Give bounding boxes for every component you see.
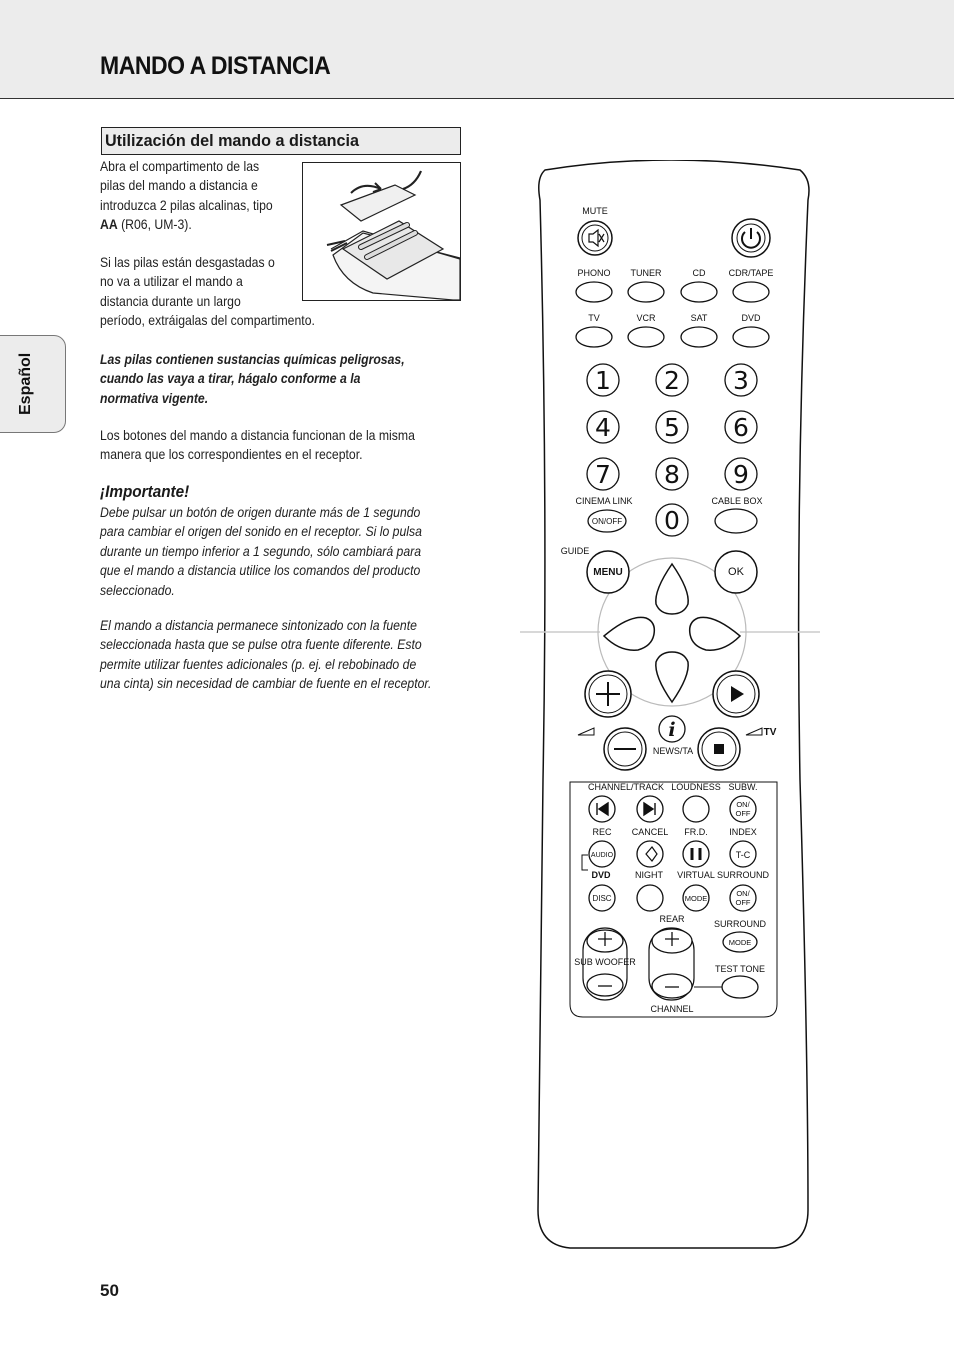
digit-label: 2 <box>664 366 680 395</box>
digit-label: 6 <box>733 413 749 442</box>
cdr-tape-button[interactable] <box>733 282 769 302</box>
loudness-button[interactable] <box>683 796 709 822</box>
on-label: ON/ <box>736 800 750 809</box>
paragraph-batteries <box>100 157 273 235</box>
off-label: OFF <box>735 809 751 818</box>
rear-down-button[interactable] <box>652 974 692 998</box>
night-button[interactable] <box>637 885 663 911</box>
sat-label: SAT <box>690 313 708 323</box>
off-label: OFF <box>735 898 751 907</box>
guide-label: GUIDE <box>560 546 590 556</box>
text-line: Los botones del mando a distancia funcionan de la misma <box>100 428 415 443</box>
digit-label: 0 <box>664 506 680 535</box>
text-line: seleccionada hasta que se pulse otra fuente diferente. Esto <box>100 637 422 653</box>
mode-label: MODE <box>684 894 708 903</box>
paragraph-remove-batteries <box>100 253 315 331</box>
text-line: El mando a distancia permanece sintonizado con la fuente <box>100 618 417 633</box>
digit-label: 4 <box>595 413 611 442</box>
tv-volume-label: TV <box>763 727 777 738</box>
mute-button[interactable] <box>578 221 612 255</box>
text-line: durante un tiempo inferior a 1 segundo, sólo cambiará para <box>100 543 422 559</box>
digit-5-button[interactable] <box>656 411 688 443</box>
digit-label: 9 <box>733 460 749 489</box>
dvd-mode-label: DVD <box>591 870 611 880</box>
on-label: ON/ <box>736 889 750 898</box>
source-text <box>100 616 431 694</box>
sub-woofer-down-button[interactable] <box>587 974 623 996</box>
digit-2-button[interactable] <box>656 364 688 396</box>
digit-0-button[interactable] <box>656 504 688 536</box>
battery-codes: (R06, UM-3). <box>117 217 192 233</box>
language-tab <box>0 335 66 433</box>
text-line: permite utilizar fuentes adicionales (p. ej. el rebobinado de <box>100 656 417 672</box>
sat-button[interactable] <box>681 327 717 347</box>
text-line <box>100 215 273 234</box>
info-icon: i <box>668 719 676 741</box>
digit-label: 8 <box>664 460 680 489</box>
night-label: NIGHT <box>635 870 663 880</box>
text-line: período, extráigalas del compartimento. <box>100 313 315 329</box>
on-off-label: ON/OFF <box>591 517 623 526</box>
pause-button[interactable] <box>683 841 709 867</box>
text-line: distancia durante un largo <box>100 293 241 309</box>
text-line: que el mando a distancia utilice los comandos del producto <box>100 563 421 579</box>
news-ta-label: NEWS/TA <box>652 746 694 756</box>
loudness-label: LOUDNESS <box>671 782 721 792</box>
dvd-label: DVD <box>741 313 761 323</box>
mode-label: MODE <box>728 938 752 947</box>
important-heading: ¡Importante! <box>100 482 190 501</box>
cdr-tape-label: CDR/TAPE <box>728 268 774 278</box>
cancel-label: CANCEL <box>631 827 669 837</box>
vcr-button[interactable] <box>628 327 664 347</box>
cd-button[interactable] <box>681 282 717 302</box>
digit-7-button[interactable] <box>587 458 619 490</box>
audio-label: AUDIO <box>590 852 614 859</box>
disc-label: DISC <box>592 894 612 903</box>
important-text <box>100 503 422 600</box>
rear-label: REAR <box>659 914 685 924</box>
battery-type: AA <box>100 217 118 233</box>
section-heading-text: Utilización del mando a distancia <box>105 131 359 150</box>
remote-body <box>538 160 809 1248</box>
index-label: INDEX <box>729 827 757 837</box>
text-line: introduzca 2 pilas alcalinas, tipo <box>100 197 273 213</box>
page-number: 50 <box>100 1281 119 1300</box>
cinema-link-label: CINEMA LINK <box>575 496 633 506</box>
channel-label: CHANNEL <box>650 1004 694 1014</box>
vcr-label: VCR <box>636 313 656 323</box>
text-line: pilas del mando a distancia e <box>100 178 258 194</box>
text-line: Abra el compartimento de las <box>100 159 260 174</box>
text-line: Debe pulsar un botón de origen durante más de 1 segundo <box>100 505 421 520</box>
remote-control-illustration <box>520 160 820 1260</box>
text-line: Las pilas contienen sustancias químicas peligrosas, <box>100 352 405 367</box>
dvd-button[interactable] <box>733 327 769 347</box>
text-line: cuando las vaya a tirar, hágalo conforme a la <box>100 371 361 387</box>
digit-label: 1 <box>595 366 611 395</box>
digit-6-button[interactable] <box>725 411 757 443</box>
digit-1-button[interactable] <box>587 364 619 396</box>
mute-label: MUTE <box>582 206 608 216</box>
channel-track-label: CHANNEL/TRACK <box>587 782 665 792</box>
digit-label: 7 <box>595 460 611 489</box>
tuner-label: TUNER <box>630 268 662 278</box>
tv-button[interactable] <box>576 327 612 347</box>
digit-label: 5 <box>664 413 680 442</box>
tv-label: TV <box>588 313 600 323</box>
rec-label: REC <box>592 827 612 837</box>
digit-4-button[interactable] <box>587 411 619 443</box>
sub-woofer-label: SUB WOOFER <box>574 957 636 967</box>
digit-8-button[interactable] <box>656 458 688 490</box>
section-heading <box>101 127 461 155</box>
stop-icon <box>714 744 724 754</box>
tc-label: T-C <box>735 850 751 860</box>
surround-mode-label: SURROUND <box>713 919 767 929</box>
warning-text <box>100 350 405 408</box>
paragraph-buttons <box>100 426 415 465</box>
page-title: MANDO A DISTANCIA <box>100 52 331 80</box>
cd-label: CD <box>692 268 706 278</box>
cable-box-label: CABLE BOX <box>711 496 763 506</box>
text-line: para cambiar el origen del sonido en el receptor. Si lo pulsa <box>100 524 422 540</box>
battery-illustration <box>302 162 461 301</box>
digit-9-button[interactable] <box>725 458 757 490</box>
text-line: manera que los correspondientes en el receptor. <box>100 447 363 463</box>
phono-label: PHONO <box>577 268 611 278</box>
digit-3-button[interactable] <box>725 364 757 396</box>
ok-label: OK <box>728 566 744 578</box>
surround-label: SURROUND <box>716 870 770 880</box>
phono-button[interactable] <box>576 282 612 302</box>
text-line: no va a utilizar el mando a <box>100 274 243 290</box>
test-tone-label: TEST TONE <box>714 964 766 974</box>
text-line: seleccionado. <box>100 582 175 598</box>
virtual-label: VIRTUAL <box>677 870 715 880</box>
subw-label: SUBW. <box>728 782 758 792</box>
text-line: Si las pilas están desgastadas o <box>100 255 275 270</box>
digit-label: 3 <box>733 366 749 395</box>
page-header <box>0 0 954 99</box>
text-line: una cinta) sin necesidad de cambiar de fuente en el receptor. <box>100 676 432 692</box>
test-tone-button[interactable] <box>722 976 758 998</box>
frd-label: FR.D. <box>684 827 708 837</box>
cancel-button[interactable] <box>637 841 663 867</box>
text-line: normativa vigente. <box>100 390 209 406</box>
cable-box-button[interactable] <box>715 509 757 533</box>
menu-label: MENU <box>593 567 623 578</box>
language-tab-label: Español <box>17 352 34 416</box>
tuner-button[interactable] <box>628 282 664 302</box>
